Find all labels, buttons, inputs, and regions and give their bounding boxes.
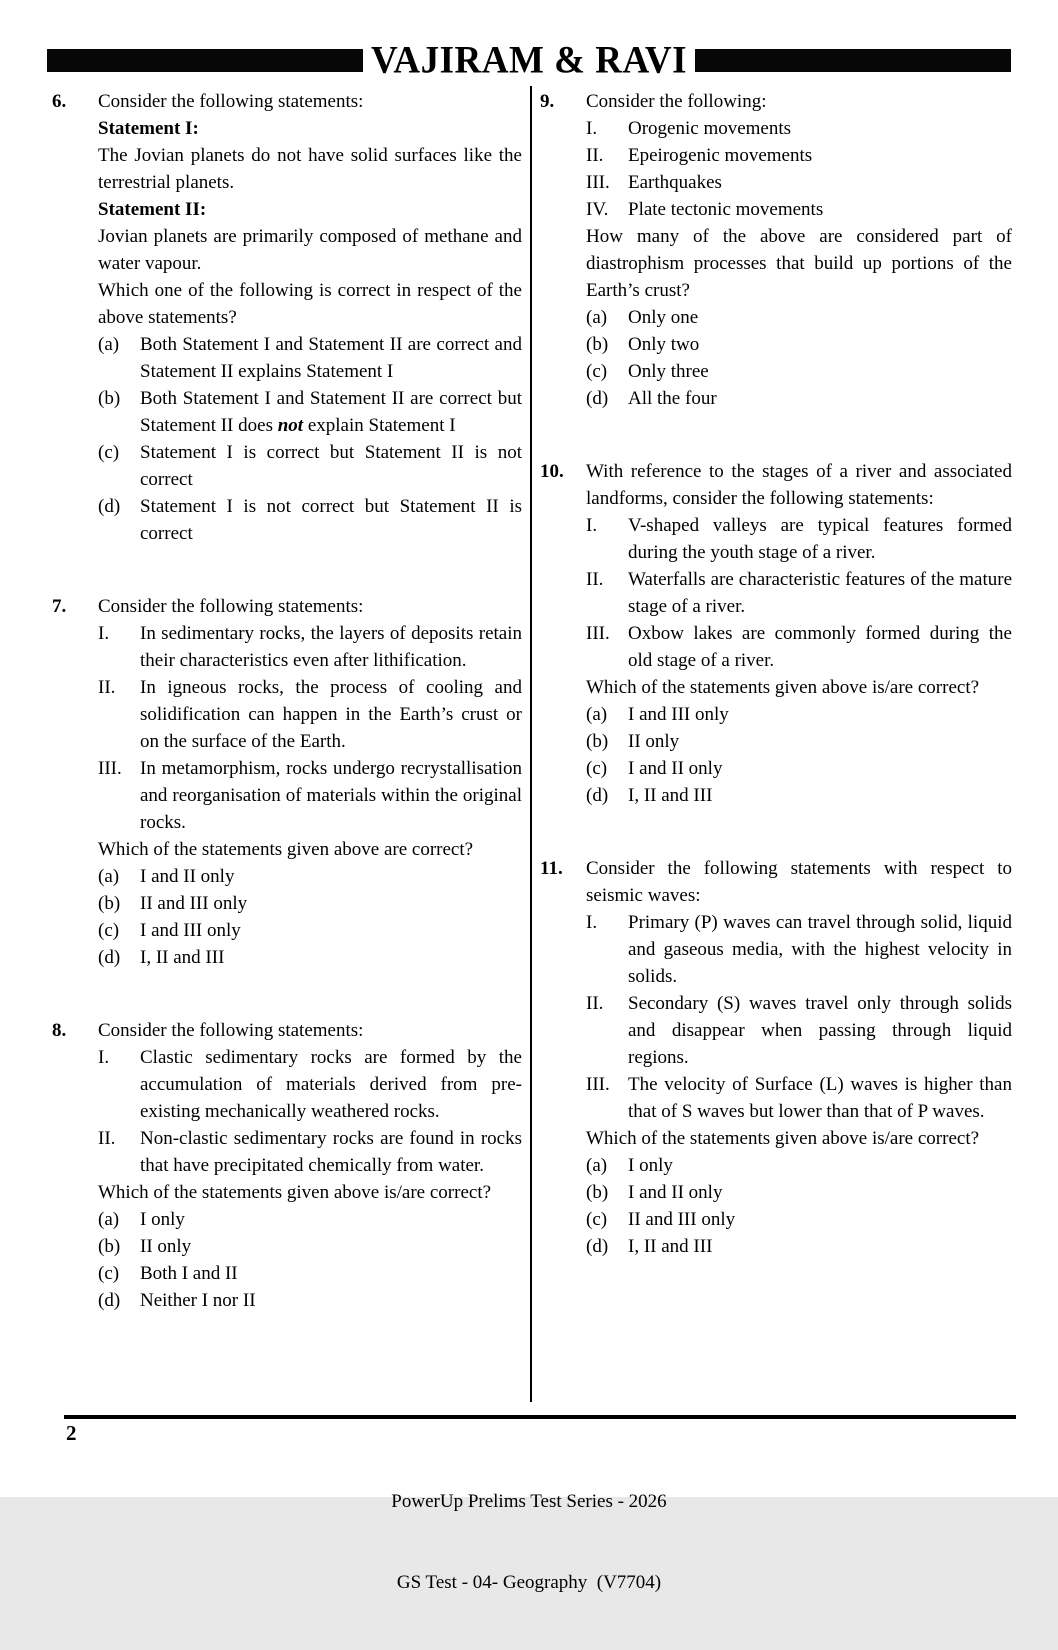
option-letter: (b): [98, 1236, 121, 1257]
question-body: [98, 1017, 522, 1314]
question-text: Which of the statements given above is/are correct?: [586, 677, 980, 698]
question-body: [98, 593, 522, 971]
header-right-bar: [695, 49, 1011, 72]
answer-option: [98, 917, 522, 944]
question-number: 9.: [540, 91, 555, 112]
statement-numeral: I.: [98, 1047, 110, 1068]
answer-option: [586, 728, 1012, 755]
statement-numeral: IV.: [586, 199, 609, 220]
option-letter: (d): [98, 947, 121, 968]
question-body: [98, 88, 522, 547]
option-text: Both Statement I and Statement II are correct and Statement II explains Statement I: [140, 334, 522, 382]
statement-numeral: II.: [98, 1128, 116, 1149]
option-letter: (b): [586, 1182, 609, 1203]
questions-column-right: [540, 88, 1012, 1260]
statement-item: [98, 1125, 522, 1179]
option-letter: (c): [586, 758, 608, 779]
statement-item: [586, 169, 1012, 196]
question-text: Consider the following statements:: [98, 1020, 364, 1041]
option-letter: (b): [98, 388, 121, 409]
option-text: I, II and III: [140, 947, 225, 968]
option-text: Statement I is not correct but Statement II is correct: [140, 496, 522, 544]
answer-option: [98, 1260, 522, 1287]
option-text: I and II only: [628, 1182, 723, 1203]
statement-item: [586, 909, 1012, 990]
option-letter: (d): [586, 388, 609, 409]
answer-option: [98, 493, 522, 547]
statement-text: Primary (P) waves can travel through solid, liquid and gaseous media, with the highest velocity in solids.: [628, 912, 1012, 987]
option-letter: (d): [98, 1290, 121, 1311]
option-letter: (a): [586, 1155, 608, 1176]
institute-title: VAJIRAM & RAVI: [370, 38, 688, 83]
question-text: How many of the above are considered part of diastrophism processes that build up portions of the Earth’s crust?: [586, 226, 1012, 301]
option-text: I only: [140, 1209, 185, 1230]
option-letter: (a): [98, 866, 120, 887]
option-text: Neither I nor II: [140, 1290, 256, 1311]
statement-item: [98, 674, 522, 755]
option-letter: (d): [586, 785, 609, 806]
option-text: I only: [628, 1155, 673, 1176]
statement-numeral: I.: [586, 912, 598, 933]
question-8: [52, 1017, 522, 1314]
statement-text: Secondary (S) waves travel only through solids and disappear when passing through liquid regions.: [628, 993, 1012, 1068]
answer-option: [98, 1287, 522, 1314]
option-letter: (b): [586, 334, 609, 355]
answer-option: [586, 304, 1012, 331]
option-text: Both I and II: [140, 1263, 238, 1284]
option-letter: (d): [98, 496, 121, 517]
statement-item: [98, 755, 522, 836]
question-text: Which of the statements given above is/are correct?: [586, 1128, 980, 1149]
answer-option: [586, 358, 1012, 385]
question-text: Which one of the following is correct in respect of the above statements?: [98, 280, 522, 328]
statement-numeral: III.: [586, 1074, 610, 1095]
statement-item: [586, 142, 1012, 169]
statement-item: [98, 1044, 522, 1125]
option-text: Only two: [628, 334, 700, 355]
statement-text: V-shaped valleys are typical features formed during the youth stage of a river.: [628, 515, 1012, 563]
answer-option: [98, 1206, 522, 1233]
statement-numeral: I.: [98, 623, 110, 644]
option-letter: (a): [98, 334, 120, 355]
statement-numeral: I.: [586, 118, 598, 139]
option-text: Only three: [628, 361, 709, 382]
question-number: 11.: [540, 858, 563, 879]
question-7: [52, 593, 522, 971]
statement-numeral: III.: [586, 623, 610, 644]
option-letter: (c): [98, 920, 120, 941]
footer-rule: [64, 1415, 1016, 1419]
statement-text: Non-clastic sedimentary rocks are found in rocks that have precipitated chemically from water.: [140, 1128, 522, 1176]
question-text: Consider the following statements:: [98, 91, 364, 112]
statement-numeral: II.: [586, 569, 604, 590]
statement-item: [586, 196, 1012, 223]
option-letter: (c): [586, 1209, 608, 1230]
question-number: 7.: [52, 596, 67, 617]
option-text: I and III only: [628, 704, 729, 725]
question-text: Which of the statements given above are correct?: [98, 839, 474, 860]
answer-option: [98, 439, 522, 493]
question-text: Jovian planets are primarily composed of methane and water vapour.: [98, 226, 522, 274]
statement-numeral: III.: [98, 758, 122, 779]
answer-option: [98, 944, 522, 971]
statement-item: [586, 115, 1012, 142]
answer-option: [98, 1233, 522, 1260]
statement-numeral: II.: [586, 993, 604, 1014]
question-11: [540, 855, 1012, 1260]
option-letter: (b): [586, 731, 609, 752]
option-letter: (c): [98, 442, 120, 463]
option-letter: (a): [98, 1209, 120, 1230]
option-text: I and II only: [140, 866, 235, 887]
option-letter: (a): [586, 704, 608, 725]
question-9: [540, 88, 1012, 412]
header-left-bar: [47, 49, 363, 72]
option-text: I and III only: [140, 920, 241, 941]
question-text: Consider the following statements:: [98, 596, 364, 617]
answer-option: [586, 782, 1012, 809]
page-number: 2: [66, 1421, 77, 1445]
statement-text: Epeirogenic movements: [628, 145, 813, 166]
answer-option: [586, 701, 1012, 728]
footer-text: [0, 1434, 1058, 1650]
option-text: Statement I is correct but Statement II is not correct: [140, 442, 522, 490]
questions-column-left: [52, 88, 522, 1314]
statement-text: Earthquakes: [628, 172, 722, 193]
column-divider: [530, 86, 532, 1402]
question-text: Consider the following statements with respect to seismic waves:: [586, 858, 1012, 906]
answer-option: [586, 1152, 1012, 1179]
question-text: Which of the statements given above is/are correct?: [98, 1182, 492, 1203]
statement-numeral: III.: [586, 172, 610, 193]
answer-option: [586, 1206, 1012, 1233]
statement-text: Plate tectonic movements: [628, 199, 824, 220]
answer-option: [98, 863, 522, 890]
statement-item: [586, 1071, 1012, 1125]
option-text: II only: [628, 731, 680, 752]
option-text: II and III only: [628, 1209, 736, 1230]
question-text: Consider the following:: [586, 91, 767, 112]
option-text: All the four: [628, 388, 717, 409]
statement-item: [586, 512, 1012, 566]
statement-text: Clastic sedimentary rocks are formed by the accumulation of materials derived from pre-existing mechanically weathered rocks.: [140, 1047, 522, 1122]
option-letter: (b): [98, 893, 121, 914]
option-text: I, II and III: [628, 785, 713, 806]
answer-option: [98, 331, 522, 385]
statement-numeral: I.: [586, 515, 598, 536]
footer-test-title: GS Test - 04- Geography (V7704): [396, 1572, 662, 1593]
option-letter: (a): [586, 307, 608, 328]
question-number: 10.: [540, 461, 564, 482]
question-text: With reference to the stages of a river and associated landforms, consider the following statements:: [586, 461, 1012, 509]
answer-option: [98, 385, 522, 439]
statement-item: [586, 620, 1012, 674]
answer-option: [98, 890, 522, 917]
answer-option: [586, 385, 1012, 412]
statement-heading: Statement I:: [98, 118, 199, 139]
statement-text: In metamorphism, rocks undergo recrystallisation and reorganisation of materials within the original rocks.: [140, 758, 522, 833]
option-text: II only: [140, 1236, 192, 1257]
statement-numeral: II.: [98, 677, 116, 698]
question-body: [586, 88, 1012, 412]
statement-item: [98, 620, 522, 674]
statement-heading: Statement II:: [98, 199, 207, 220]
answer-option: [586, 1179, 1012, 1206]
statement-text: In igneous rocks, the process of cooling and solidification can happen in the Earth’s crust or on the surface of the Earth.: [140, 677, 522, 752]
answer-option: [586, 331, 1012, 358]
question-6: [52, 88, 522, 547]
option-text: Only one: [628, 307, 699, 328]
option-text: II and III only: [140, 893, 248, 914]
answer-option: [586, 1233, 1012, 1260]
question-text: The Jovian planets do not have solid surfaces like the terrestrial planets.: [98, 145, 522, 193]
option-letter: (c): [586, 361, 608, 382]
option-text: Both Statement I and Statement II are correct but Statement II does not explain Statement I: [140, 388, 522, 436]
statement-numeral: II.: [586, 145, 604, 166]
question-number: 8.: [52, 1020, 67, 1041]
statement-item: [586, 566, 1012, 620]
statement-text: The velocity of Surface (L) waves is higher than that of S waves but lower than that of P waves.: [628, 1074, 1012, 1122]
answer-option: [586, 755, 1012, 782]
footer-series-title: PowerUp Prelims Test Series - 2026: [391, 1491, 667, 1512]
statement-text: Oxbow lakes are commonly formed during the old stage of a river.: [628, 623, 1012, 671]
statement-text: Orogenic movements: [628, 118, 792, 139]
option-letter: (d): [586, 1236, 609, 1257]
statement-item: [586, 990, 1012, 1071]
question-10: [540, 458, 1012, 809]
statement-text: In sedimentary rocks, the layers of deposits retain their characteristics even after lithification.: [140, 623, 522, 671]
question-number: 6.: [52, 91, 67, 112]
option-letter: (c): [98, 1263, 120, 1284]
option-text: I and II only: [628, 758, 723, 779]
page-header: [47, 38, 1011, 83]
statement-text: Waterfalls are characteristic features of the mature stage of a river.: [628, 569, 1012, 617]
question-body: [586, 458, 1012, 809]
question-body: [586, 855, 1012, 1260]
option-text: I, II and III: [628, 1236, 713, 1257]
